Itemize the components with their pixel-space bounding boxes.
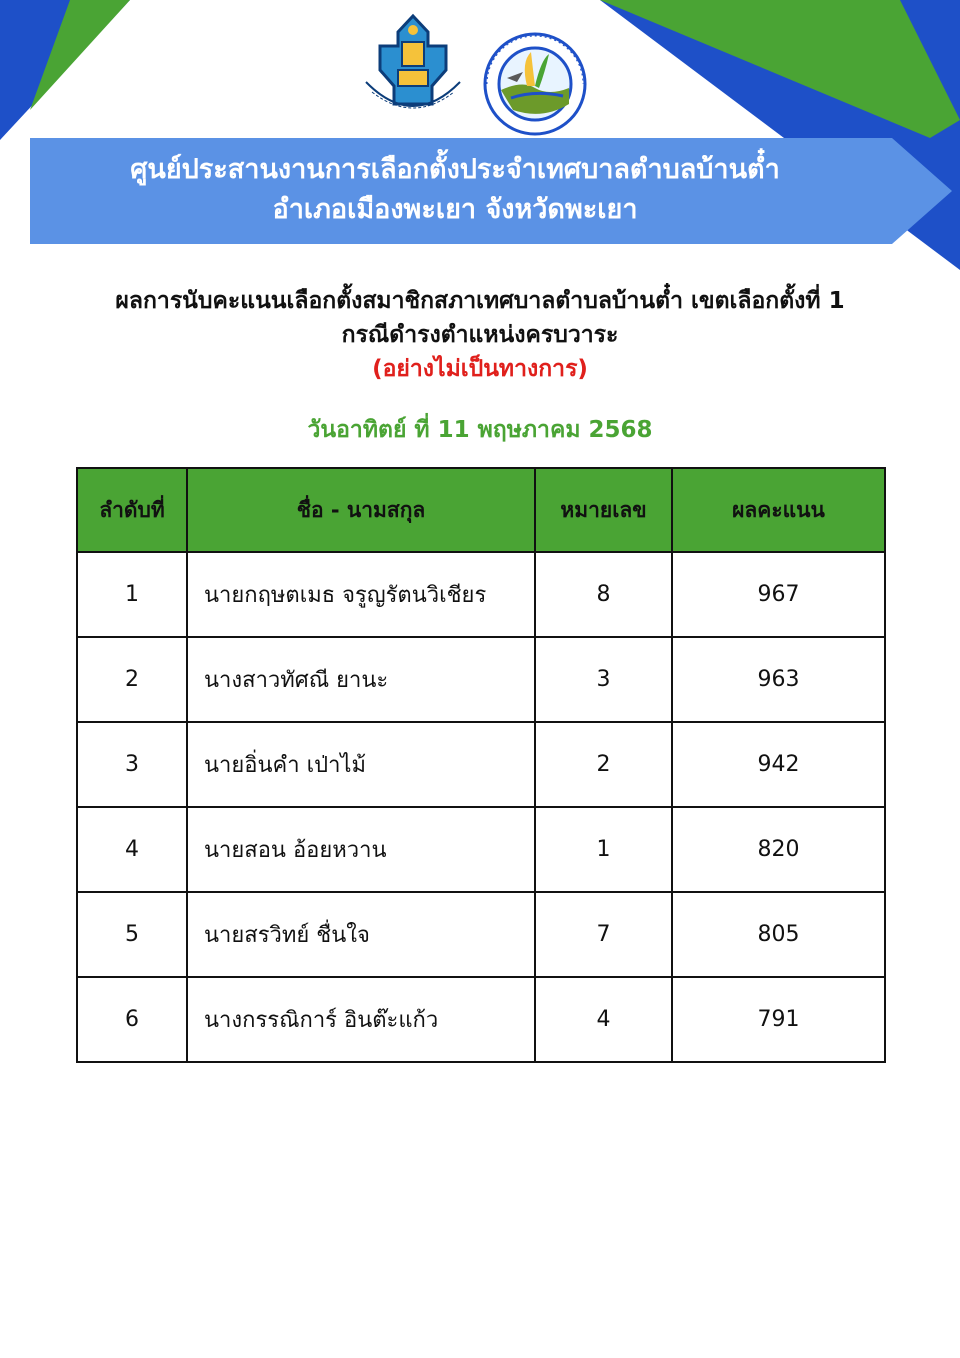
election-date: วันอาทิตย์ ที่ 11 พฤษภาคม 2568: [307, 417, 653, 443]
header-number: หมายเลข: [535, 468, 672, 552]
cell-name: นางกรรณิการ์ อินต๊ะแก้ว: [187, 977, 535, 1062]
cell-name: นายกฤษตเมธ จรูญรัตนวิเชียร: [187, 552, 535, 637]
table-row: [77, 637, 885, 722]
cell-score: 791: [672, 977, 885, 1062]
banner-line-2: อำเภอเมืองพะเยา จังหวัดพะเยา: [272, 194, 638, 225]
municipality-seal-icon: [483, 32, 587, 136]
table-row: [77, 552, 885, 637]
table-row: [77, 807, 885, 892]
cell-score: 963: [672, 637, 885, 722]
cell-rank: 6: [77, 977, 187, 1062]
header-score: ผลคะแนน: [672, 468, 885, 552]
cell-rank: 2: [77, 637, 187, 722]
cell-rank: 5: [77, 892, 187, 977]
cell-score: 967: [672, 552, 885, 637]
cell-name: นายอิ่นคำ เป่าไม้: [187, 722, 535, 807]
cell-name: นายสอน อ้อยหวาน: [187, 807, 535, 892]
cell-number: 8: [535, 552, 672, 637]
cell-name: นางสาวทัศณี ยานะ: [187, 637, 535, 722]
table-row: [77, 892, 885, 977]
logo-area: [0, 12, 960, 132]
cell-rank: 1: [77, 552, 187, 637]
cell-number: 7: [535, 892, 672, 977]
cell-rank: 3: [77, 722, 187, 807]
cell-number: 3: [535, 637, 672, 722]
header-rank: ลำดับที่: [77, 468, 187, 552]
cell-score: 942: [672, 722, 885, 807]
election-commission-emblem-icon: [358, 12, 468, 124]
results-heading: [40, 284, 920, 386]
table-header-row: [77, 468, 885, 552]
banner-title: [30, 150, 880, 230]
cell-number: 2: [535, 722, 672, 807]
cell-number: 4: [535, 977, 672, 1062]
header-name: ชื่อ - นามสกุล: [187, 468, 535, 552]
heading-line-1: ผลการนับคะแนนเลือกตั้งสมาชิกสภาเทศบาลตำบลบ้านต๋ำ เขตเลือกตั้งที่ 1: [115, 288, 845, 314]
cell-name: นายสรวิทย์ ชื่นใจ: [187, 892, 535, 977]
banner-line-1: ศูนย์ประสานงานการเลือกตั้งประจำเทศบาลตำบลบ้านต๋ำ: [130, 154, 780, 185]
office-title-banner: [30, 138, 952, 244]
results-table: [76, 467, 886, 1063]
cell-number: 1: [535, 807, 672, 892]
cell-score: 805: [672, 892, 885, 977]
unofficial-note: (อย่างไม่เป็นทางการ): [372, 356, 588, 382]
cell-score: 820: [672, 807, 885, 892]
cell-rank: 4: [77, 807, 187, 892]
table-row: [77, 977, 885, 1062]
heading-line-2: กรณีดำรงตำแหน่งครบวาระ: [341, 322, 619, 348]
table-row: [77, 722, 885, 807]
